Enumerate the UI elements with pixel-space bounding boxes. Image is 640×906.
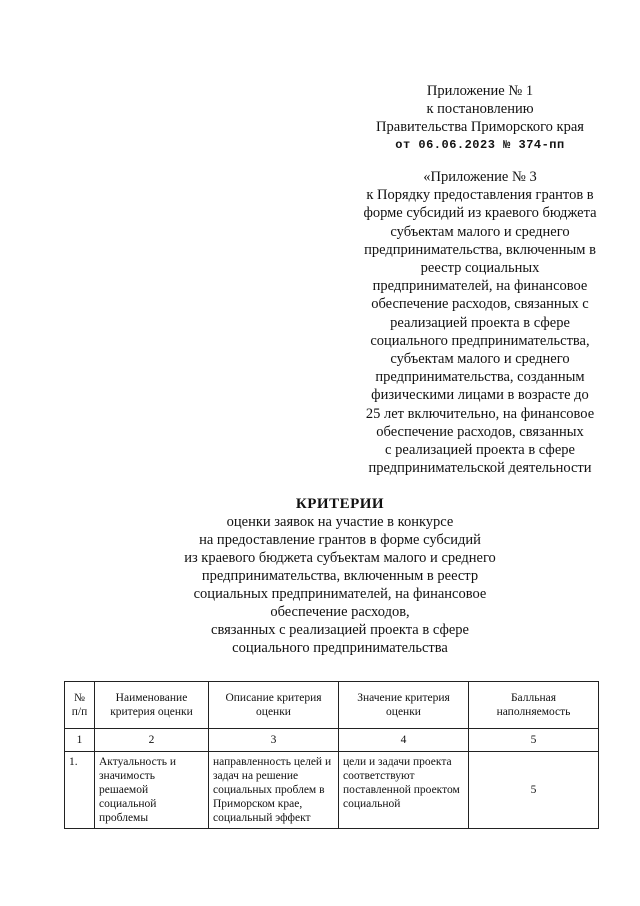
- column-number-cell: 4: [339, 729, 469, 752]
- row-name-cell: Актуальность и значимость решаемой социальной проблемы: [95, 752, 209, 829]
- appendix-3-line: обеспечение расходов, связанных: [376, 423, 584, 440]
- header-cell-value: Значение критерия оценки: [339, 682, 469, 729]
- appendix-3-line: с реализацией проекта в сфере: [385, 442, 575, 459]
- row-description-cell: направленность целей и задач на решение социальных проблем в Приморском крае, социальный эффект: [209, 752, 339, 829]
- row-value-cell: цели и задачи проекта соответствуют поставленной проектом социальной: [339, 752, 469, 829]
- criteria-subtitle-line: связанных с реализацией проекта в сфере: [211, 622, 469, 638]
- header-cell-number: № п/п: [65, 682, 95, 729]
- appendix-1-government: Правительства Приморского края: [376, 119, 584, 135]
- column-number-cell: 1: [65, 729, 95, 752]
- appendix-3-line: предпринимательской деятельности: [368, 460, 592, 477]
- appendix-3-line: физическими лицами в возрасте до: [371, 387, 589, 404]
- appendix-3-line: предпринимательства, созданным: [375, 369, 585, 386]
- appendix-3-line: к Порядку предоставления грантов в: [366, 187, 594, 204]
- appendix-3-header: [348, 168, 612, 477]
- appendix-3-line: 25 лет включительно, на финансовое: [365, 405, 595, 422]
- row-number-cell: 1.: [65, 752, 95, 829]
- header-cell-name: Наименование критерия оценки: [95, 682, 209, 729]
- row-score-cell: 5: [469, 752, 599, 829]
- table-row: [65, 752, 599, 829]
- criteria-heading: КРИТЕРИИ: [295, 496, 385, 512]
- column-number-cell: 5: [469, 729, 599, 752]
- appendix-3-line: предпринимателей, на финансовое: [372, 278, 588, 295]
- column-number-cell: 3: [209, 729, 339, 752]
- appendix-3-line: социального предпринимательства,: [370, 332, 590, 349]
- appendix-3-line: «Приложение № 3: [423, 169, 537, 185]
- appendix-3-line: субъектам малого и среднего: [390, 223, 570, 240]
- criteria-subtitle-line: оценки заявок на участие в конкурсе: [226, 514, 454, 530]
- appendix-1-date-number: от 06.06.2023 № 374-пп: [395, 138, 565, 152]
- appendix-3-line: обеспечение расходов, связанных с: [371, 296, 589, 313]
- appendix-3-line: предпринимательства, включенным в: [364, 241, 596, 258]
- appendix-3-line: реестр социальных: [420, 260, 540, 277]
- criteria-subtitle-line: социального предпринимательства: [232, 640, 448, 656]
- header-cell-score: Балльная наполняемость: [469, 682, 599, 729]
- header-cell-description: Описание критерия оценки: [209, 682, 339, 729]
- criteria-subtitle-line: на предоставление грантов в форме субсидий: [199, 532, 481, 548]
- criteria-subtitle-line: из краевого бюджета субъектам малого и среднего: [184, 550, 496, 566]
- appendix-1-resolution: к постановлению: [426, 101, 534, 117]
- criteria-table: [64, 681, 599, 829]
- appendix-1-title: Приложение № 1: [426, 83, 534, 99]
- appendix-3-line: субъектам малого и среднего: [390, 351, 570, 368]
- criteria-title-block: [140, 495, 540, 657]
- criteria-subtitle-line: предпринимательства, включенным в реестр: [201, 568, 479, 584]
- criteria-subtitle-line: социальных предпринимателей, на финансовое: [193, 586, 487, 602]
- column-number-cell: 2: [95, 729, 209, 752]
- criteria-subtitle-line: обеспечение расходов,: [270, 604, 410, 620]
- table-column-number-row: [65, 729, 599, 752]
- appendix-1-header: [360, 82, 600, 154]
- table-header-row: [65, 682, 599, 729]
- appendix-3-line: реализацией проекта в сфере: [390, 314, 570, 331]
- appendix-3-line: форме субсидий из краевого бюджета: [363, 205, 597, 222]
